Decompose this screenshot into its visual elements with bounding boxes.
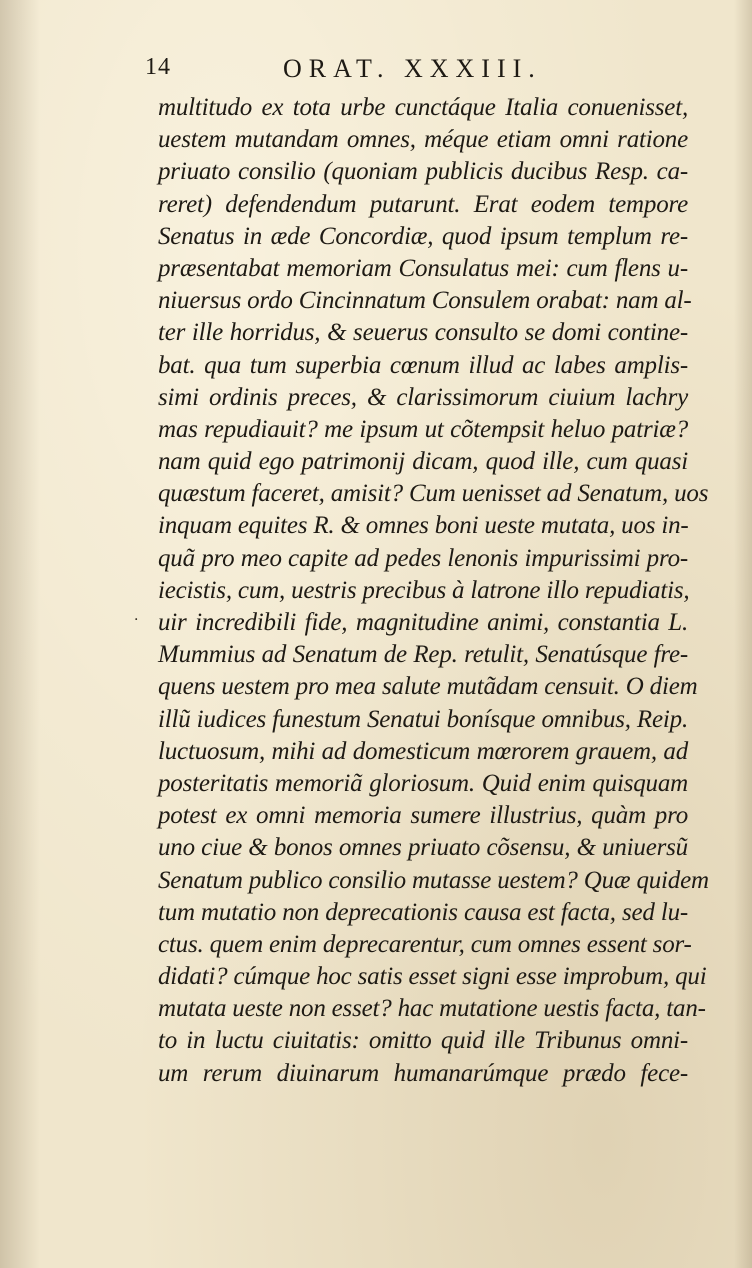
text-line: potest ex omni memoria sumere illustrius, quàm pro [158, 802, 688, 830]
running-head: ORAT. XXXIII. [283, 54, 542, 83]
text-line: nam quid ego patrimonij dicam, quod ille, cum quasi [158, 448, 688, 476]
page-edge-shadow [734, 0, 752, 1268]
text-line: simi ordinis preces, & clarissimorum ciuium lachry [158, 383, 688, 411]
text-line: um rerum diuinarum humanarúmque prædo fece- [158, 1059, 688, 1087]
text-line: to in luctu ciuitatis: omitto quid ille Tribunus omni- [158, 1027, 688, 1055]
text-line: uir incredibili fide, magnitudine animi, constantia L. [158, 609, 688, 636]
text-line: inquam equites R. & omnes boni ueste mutata, uos in- [158, 512, 689, 540]
text-line: priuato consilio (quoniam publicis ducibus Resp. ca- [158, 158, 688, 186]
text-line: tum mutatio non deprecationis causa est facta, sed lu- [158, 898, 688, 926]
page-number: 14 [145, 54, 171, 80]
text-line: bat. qua tum superbia cœnum illud ac labes amplis- [158, 351, 688, 379]
text-line: quã pro meo capite ad pedes lenonis impurissimi pro- [158, 544, 688, 572]
text-line: mutata ueste non esset? hac mutatione uestis facta, tan- [158, 995, 706, 1023]
text-line: Senatum publico consilio mutasse uestem? Quæ quidem [158, 866, 709, 894]
text-line: præsentabat memoriam Consulatus mei: cum flens u- [158, 254, 688, 282]
text-line: reret) defendendum putarunt. Erat eodem tempore [158, 190, 688, 218]
body-text [158, 92, 709, 1090]
text-line: Mummius ad Senatum de Rep. retulit, Senatúsque fre- [158, 641, 688, 669]
text-line: uno ciue & bonos omnes priuato cõsensu, & uniuersũ [158, 834, 688, 862]
text-line: didati? cúmque hoc satis esset signi esse improbum, qui [158, 963, 707, 991]
text-line: mas repudiauit? me ipsum ut cõtempsit heluo patriæ? [158, 415, 688, 443]
text-line: posteritatis memoriã gloriosum. Quid enim quisquam [158, 769, 688, 797]
text-line: illũ iudices funestum Senatui bonísque omnibus, Reip. [158, 705, 688, 733]
page-header [145, 54, 705, 86]
text-line: ctus. quem enim deprecarentur, cum omnes essent sor- [158, 930, 692, 958]
text-line: uestem mutandam omnes, méque etiam omni ratione [158, 126, 688, 154]
text-line: Senatus in æde Concordiæ, quod ipsum templum re- [158, 222, 688, 250]
text-line: quens uestem pro mea salute mutãdam censuit. O diem [158, 673, 698, 701]
text-line: multitudo ex tota urbe cunctáque Italia conuenisset, [158, 94, 688, 121]
gutter-shadow [0, 0, 40, 1268]
text-line: luctuosum, mihi ad domesticum mœrorem grauem, ad [158, 737, 688, 765]
text-line: ter ille horridus, & seuerus consulto se domi contine- [158, 319, 688, 347]
text-line: iecistis, cum, uestris precibus à latrone illo repudiatis, [158, 576, 690, 604]
text-line: quæstum faceret, amisit? Cum uenisset ad Senatum, uos [158, 480, 709, 508]
margin-mark: · [134, 612, 139, 628]
text-line: niuersus ordo Cincinnatum Consulem orabat: nam al- [158, 287, 692, 315]
